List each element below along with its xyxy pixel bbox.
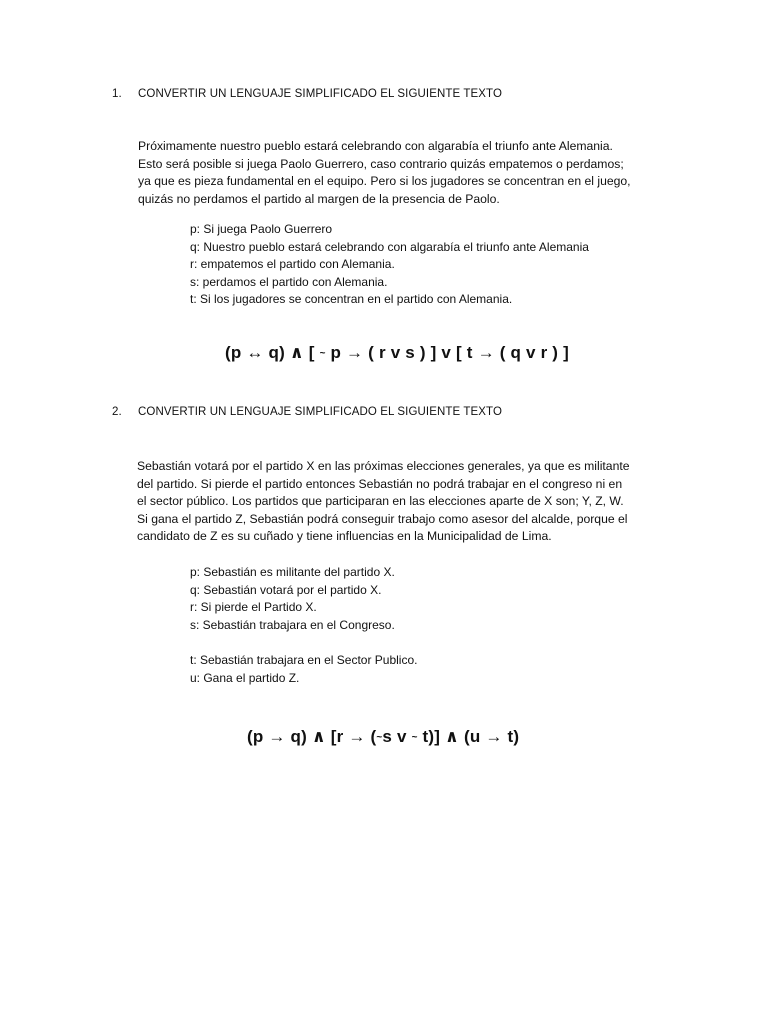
formula-part: t)] ∧ (u → t) <box>417 727 520 746</box>
definition-item: t: Si los jugadores se concentran en el partido con Alemania. <box>190 292 513 307</box>
paragraph-line: Sebastián votará por el partido X en las próximas elecciones generales, ya que es militante <box>137 459 630 473</box>
definition-item: r: empatemos el partido con Alemania. <box>190 257 395 272</box>
section-2-number: 2. <box>112 406 122 418</box>
definition-spacer <box>190 634 417 652</box>
formula-tilde: ~ <box>319 348 326 359</box>
definition-item: r: Si pierde el Partido X. <box>190 600 317 615</box>
paragraph-line: Si gana el partido Z, Sebastián podrá conseguir trabajo como asesor del alcalde, porque el <box>137 511 628 526</box>
definition-item: p: Sebastián es militante del partido X. <box>190 565 395 579</box>
definition-item: q: Nuestro pueblo estará celebrando con algarabía el triunfo ante Alemania <box>190 239 589 254</box>
paragraph-line: del partido. Si pierde el partido entonces Sebastián no podrá trabajar en el congreso ni en <box>137 476 623 491</box>
definition-item: q: Sebastián votará por el partido X. <box>190 582 382 597</box>
definition-item: s: perdamos el partido con Alemania. <box>190 274 388 289</box>
paragraph-line: candidato de Z es su cuñado y tiene influencias en la Municipalidad de Lima. <box>137 529 552 544</box>
formula-part: s v <box>382 727 412 746</box>
section-1-paragraph <box>138 138 631 208</box>
section-2-paragraph <box>137 458 630 546</box>
paragraph-line: ya que es pieza fundamental en el equipo. Pero si los jugadores se concentran en el juego, <box>138 174 631 189</box>
definition-item: u: Gana el partido Z. <box>190 670 300 685</box>
formula-part: (p ↔ q) ∧ [ <box>225 343 320 362</box>
section-1-heading <box>112 88 502 100</box>
definition-item: t: Sebastián trabajara en el Sector Publico. <box>190 652 418 667</box>
section-1-definitions <box>190 221 589 309</box>
paragraph-line: Esto será posible si juega Paolo Guerrero, caso contrario quizás empatemos o perdamos; <box>138 156 624 171</box>
paragraph-line: el sector público. Los partidos que participaran en las elecciones aparte de X son; Y, Z, W. <box>137 494 624 509</box>
section-1-formula <box>225 343 569 363</box>
section-2-definitions <box>190 564 417 687</box>
definition-item: s: Sebastián trabajara en el Congreso. <box>190 617 395 632</box>
formula-part: (p → q) ∧ [r → ( <box>247 727 377 746</box>
section-2-formula <box>247 727 519 747</box>
section-1-title: CONVERTIR UN LENGUAJE SIMPLIFICADO EL SIGUIENTE TEXTO <box>138 88 503 100</box>
formula-tilde: ~ <box>411 732 418 743</box>
definition-item: p: Si juega Paolo Guerrero <box>190 222 333 236</box>
formula-tilde: ~ <box>376 732 383 743</box>
section-2-title: CONVERTIR UN LENGUAJE SIMPLIFICADO EL SIGUIENTE TEXTO <box>138 406 503 418</box>
paragraph-line: quizás no perdamos el partido al margen de la presencia de Paolo. <box>138 191 500 206</box>
formula-part: p → ( r v s ) ] v [ t → ( q v r ) ] <box>325 343 569 362</box>
paragraph-line: Próximamente nuestro pueblo estará celebrando con algarabía el triunfo ante Alemania. <box>138 139 613 153</box>
section-1-number: 1. <box>112 88 122 100</box>
section-2-heading <box>112 406 502 418</box>
